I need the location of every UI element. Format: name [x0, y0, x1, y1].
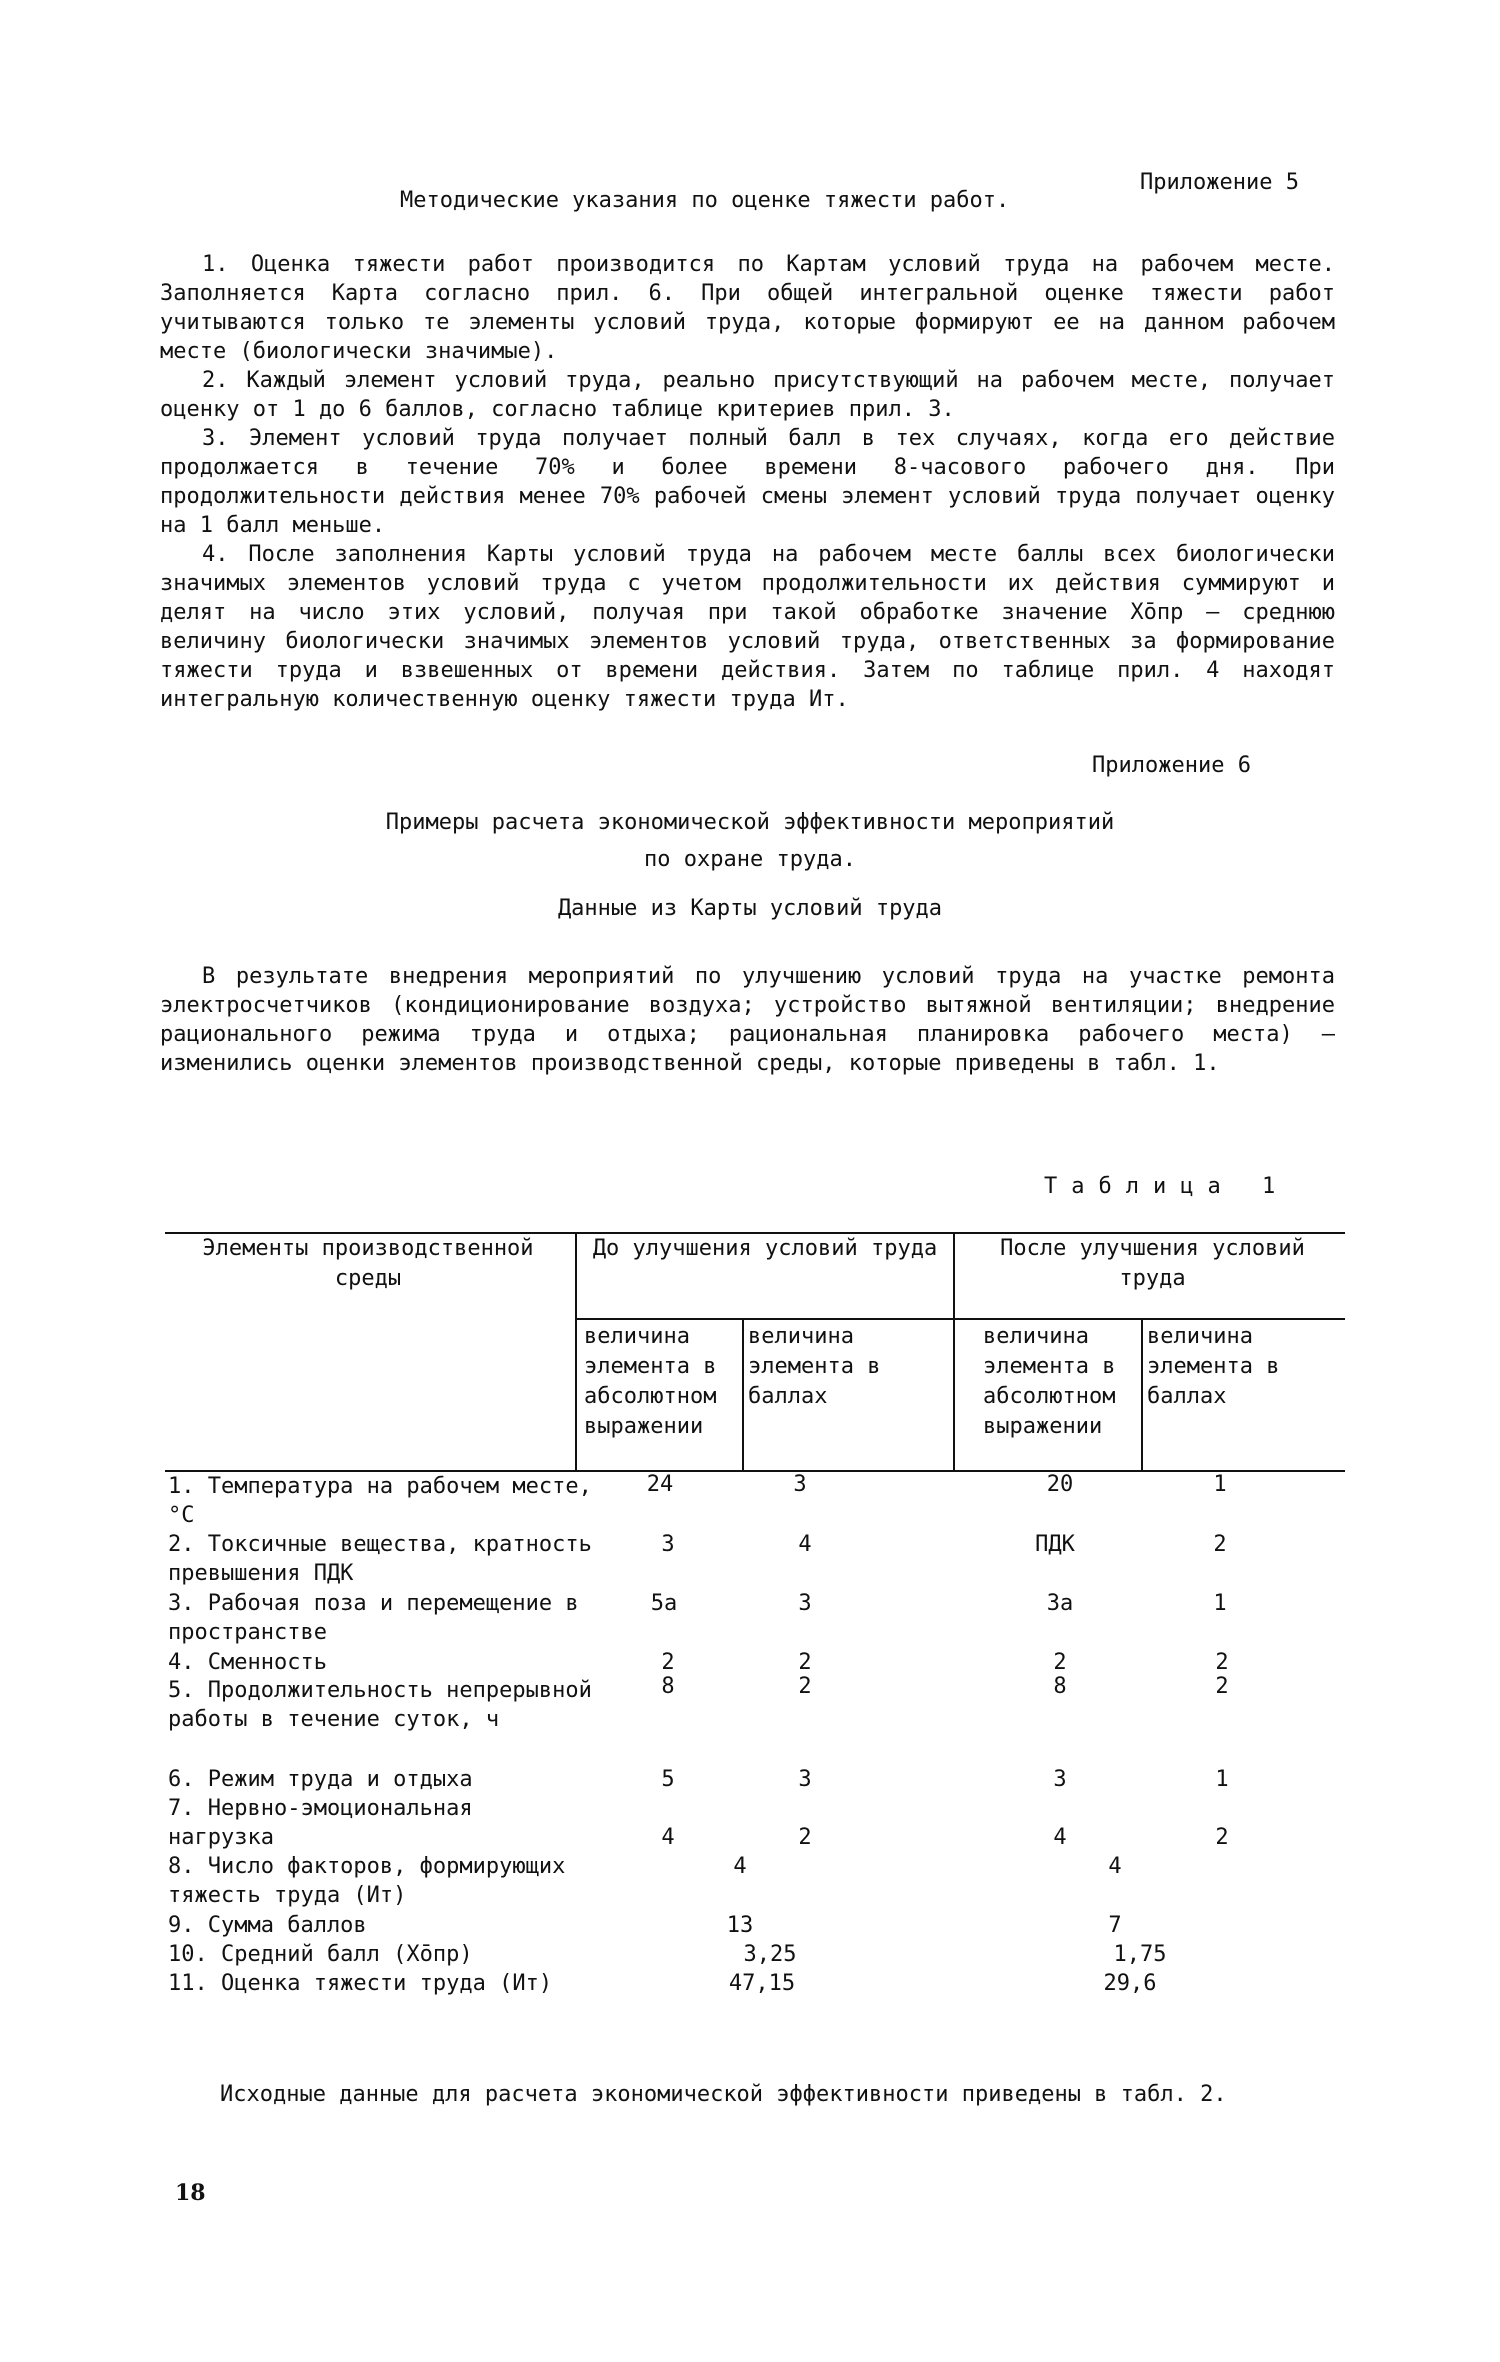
- table-vrule-3: [742, 1318, 744, 1472]
- table-vrule-2: [953, 1232, 955, 1472]
- paragraph-1: 1. Оценка тяжести работ производится по Картам условий труда на рабочем месте. Заполняется Карта согласно прил. 6. При общей интегральной оценке тяжести работ учитываются только те элементы условий труда, которые формируют ее на данном рабочем месте (биологически значимые).: [160, 252, 1335, 364]
- cell-before-abs: 2: [661, 1650, 675, 1675]
- appendix-6-subtitle: Данные из Карты условий труда: [557, 896, 943, 921]
- table-caption: Таблица 1: [1044, 1174, 1290, 1199]
- table-row-label: 5. Продолжительность непрерывной работы в течение суток, ч: [168, 1678, 592, 1732]
- table-row-label: 3. Рабочая поза и перемещение в пространстве: [168, 1591, 579, 1645]
- appendix-6-intro: [160, 962, 1335, 1078]
- page-number: 18: [175, 2180, 206, 2206]
- cell-before-abs: 4: [661, 1825, 675, 1850]
- summary-before: 47,15: [728, 1971, 796, 1996]
- cell-before-score: 2: [798, 1674, 812, 1699]
- cell-before-score: 3: [798, 1591, 812, 1616]
- cell-before-abs: 5: [661, 1767, 675, 1792]
- header-before-abs: величина элемента в абсолютном выражении: [584, 1324, 717, 1439]
- paragraph-4: 4. После заполнения Карты условий труда на рабочем месте баллы всех биологически значимых элементов условий труда с учетом продолжительности их действия суммируют и делят на число этих условий, получая при такой обработке значение Х̄опр – среднюю величину биологически значимых элементов условий труда, ответственных за формирование тяжести труда и взвешенных от времени действия. Затем по таблице прил. 4 находят интегральную количественную оценку тяжести труда Ит.: [160, 542, 1335, 712]
- cell-before-abs: 3: [661, 1532, 675, 1557]
- appendix-6-title-line2: по охране труда.: [644, 847, 856, 872]
- cell-after-abs: 8: [1053, 1674, 1067, 1699]
- cell-after-abs: 2: [1053, 1650, 1067, 1675]
- cell-before-score: 2: [798, 1650, 812, 1675]
- appendix-6-title-line1: Примеры расчета экономической эффективности мероприятий: [385, 810, 1115, 835]
- cell-before-score: 3: [793, 1472, 807, 1497]
- appendix-5-body: [160, 250, 1335, 714]
- header-after-score: величина элемента в баллах: [1147, 1324, 1280, 1409]
- footer-text: Исходные данные для расчета экономической эффективности приведены в табл. 2.: [220, 2082, 1227, 2107]
- summary-after: 7: [1108, 1913, 1122, 1938]
- table-vrule-1: [575, 1232, 577, 1472]
- appendix-5-label: Приложение 5: [1140, 170, 1299, 195]
- intro-paragraph: В результате внедрения мероприятий по улучшению условий труда на участке ремонта электросчетчиков (кондиционирование воздуха; устройство вытяжной вентиляции; внедрение рационального режима труда и отдыха; рациональная планировка рабочего места) – изменились оценки элементов производственной среды, которые приведены в табл. 1.: [160, 964, 1335, 1076]
- header-before: До улучшения условий труда: [592, 1236, 938, 1261]
- cell-after-abs: 3: [1053, 1767, 1067, 1792]
- paragraph-3: 3. Элемент условий труда получает полный балл в тех случаях, когда его действие продолжается в течение 70% и более времени 8-часового рабочего дня. При продолжительности действия менее 70% рабочей смены элемент условий труда получает оценку на 1 балл меньше.: [160, 426, 1335, 538]
- summary-row-label: 8. Число факторов, формирующих тяжесть труда (Ит): [168, 1854, 566, 1908]
- cell-after-score: 1: [1215, 1767, 1229, 1792]
- summary-before: 13: [726, 1913, 754, 1938]
- cell-before-score: 2: [798, 1825, 812, 1850]
- table-row-label: 4. Сменность: [168, 1650, 327, 1675]
- summary-row-label: 10. Средний балл (Х̄опр): [168, 1942, 473, 1967]
- summary-after: 4: [1108, 1854, 1122, 1879]
- cell-after-abs: ПДК: [1035, 1532, 1075, 1557]
- cell-after-score: 1: [1213, 1591, 1227, 1616]
- header-after: После улучшения условий труда: [1000, 1236, 1305, 1291]
- cell-before-score: 3: [798, 1767, 812, 1792]
- summary-before: 4: [733, 1854, 747, 1879]
- header-after-abs: величина элемента в абсолютном выражении: [983, 1324, 1116, 1439]
- cell-after-abs: 20: [1046, 1472, 1074, 1497]
- cell-after-score: 2: [1215, 1650, 1229, 1675]
- header-before-score: величина элемента в баллах: [748, 1324, 881, 1409]
- appendix-6-label: Приложение 6: [1092, 753, 1251, 778]
- cell-before-abs: 5а: [650, 1591, 678, 1616]
- table-mid-rule: [577, 1318, 1345, 1320]
- summary-after: 1,75: [1113, 1942, 1167, 1967]
- summary-row-label: 9. Сумма баллов: [168, 1913, 367, 1938]
- paragraph-2: 2. Каждый элемент условий труда, реально присутствующий на рабочем месте, получает оценку от 1 до 6 баллов, согласно таблице критериев прил. 3.: [160, 368, 1335, 422]
- cell-after-abs: 3а: [1046, 1591, 1074, 1616]
- cell-before-abs: 24: [646, 1472, 674, 1497]
- table-row-label: 2. Токсичные вещества, кратность превышения ПДК: [168, 1532, 592, 1586]
- table-row-label: 7. Нервно-эмоциональная нагрузка: [168, 1796, 473, 1850]
- cell-before-score: 4: [798, 1532, 812, 1557]
- table-vrule-4: [1141, 1318, 1143, 1472]
- cell-after-abs: 4: [1053, 1825, 1067, 1850]
- summary-after: 29,6: [1103, 1971, 1157, 1996]
- appendix-5-title: Методические указания по оценке тяжести работ.: [400, 188, 1010, 213]
- summary-before: 3,25: [743, 1942, 797, 1967]
- table-row-label: 1. Температура на рабочем месте, °С: [168, 1474, 592, 1528]
- cell-after-score: 2: [1215, 1674, 1229, 1699]
- cell-before-abs: 8: [661, 1674, 675, 1699]
- cell-after-score: 2: [1213, 1532, 1227, 1557]
- header-elements: Элементы производственной среды: [202, 1236, 534, 1291]
- cell-after-score: 1: [1213, 1472, 1227, 1497]
- summary-row-label: 11. Оценка тяжести труда (Ит): [168, 1971, 553, 1996]
- cell-after-score: 2: [1215, 1825, 1229, 1850]
- table-row-label: 6. Режим труда и отдыха: [168, 1767, 473, 1792]
